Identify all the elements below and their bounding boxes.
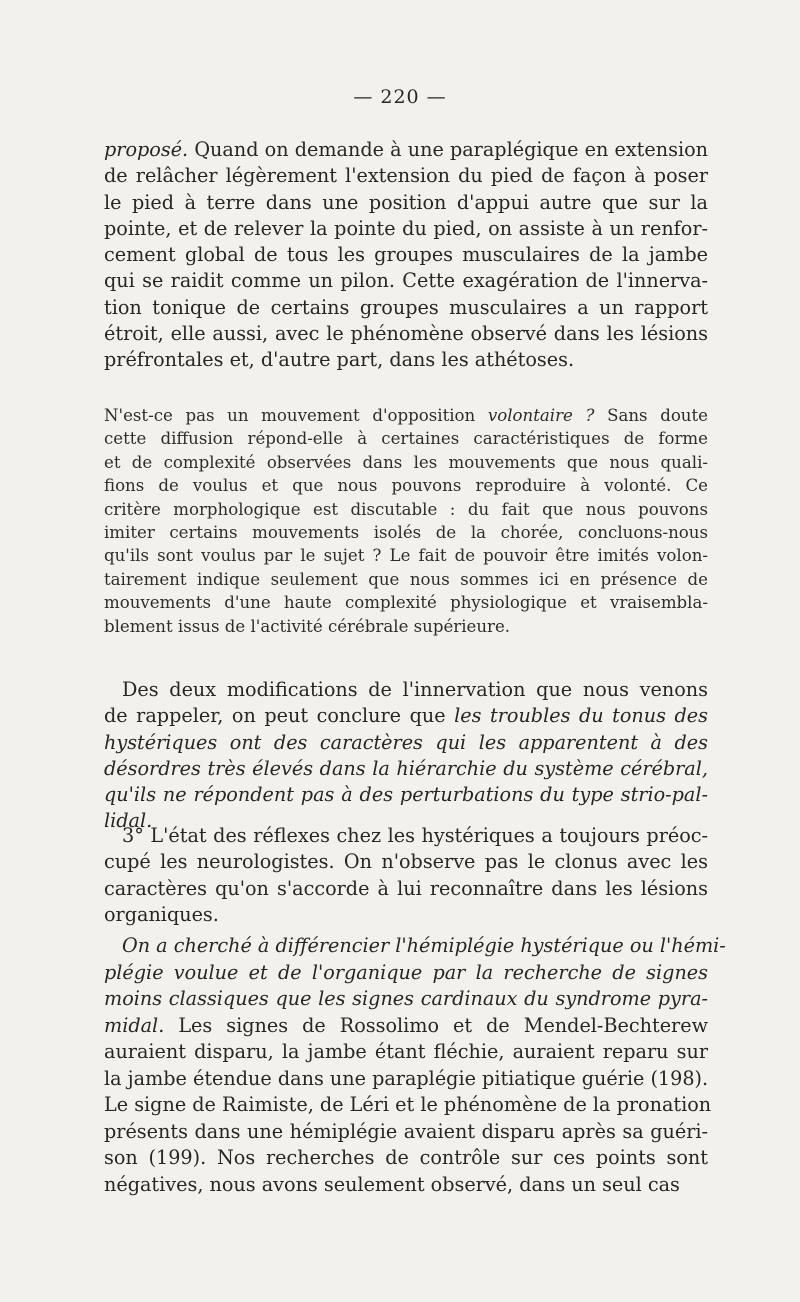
text-segment: imiter certains mouvements isolés de la chorée, concluons-nous bbox=[104, 523, 708, 543]
text-line bbox=[104, 615, 708, 638]
text-line bbox=[104, 1092, 712, 1119]
text-line bbox=[104, 1145, 708, 1172]
text-line bbox=[104, 1119, 708, 1146]
text-line bbox=[104, 321, 708, 347]
text-segment: 3° L'état des réflexes chez les hystériques a toujours préoc- bbox=[122, 824, 708, 847]
text-line bbox=[104, 591, 708, 614]
text-line bbox=[104, 498, 708, 521]
text-line bbox=[104, 933, 726, 960]
text-segment: caractères qu'on s'accorde à lui reconnaître dans les lésions bbox=[104, 876, 708, 900]
text-segment: et de complexité observées dans les mouvements que nous quali- bbox=[104, 452, 708, 472]
page-number: — 220 — bbox=[353, 86, 447, 108]
text-line bbox=[104, 730, 708, 756]
text-line bbox=[104, 876, 708, 902]
text-line bbox=[104, 823, 708, 849]
text-segment: la jambe étendue dans une paraplégie pitiatique guérie (198). bbox=[104, 1066, 709, 1090]
paragraph-1 bbox=[104, 137, 708, 374]
text-segment: auraient disparu, la jambe étant fléchie, auraient reparu sur bbox=[104, 1040, 708, 1063]
text-segment: négatives, nous avons seulement observé, dans un seul cas bbox=[104, 1172, 680, 1196]
text-line bbox=[104, 677, 708, 703]
text-segment: tairement indique seulement que nous sommes ici en présence de bbox=[104, 569, 708, 589]
text-segment: Quand on demande à une paraplégique en extension bbox=[188, 138, 708, 161]
text-segment: fions de voulus et que nous pouvons reproduire à volonté. Ce bbox=[104, 476, 708, 496]
text-line bbox=[104, 451, 708, 474]
text-line bbox=[104, 474, 708, 497]
text-line bbox=[104, 960, 708, 987]
text-line bbox=[104, 347, 708, 373]
italic-segment: plégie voulue et de l'organique par la recherche de signes bbox=[104, 960, 708, 984]
text-line bbox=[104, 137, 708, 163]
text-line bbox=[104, 703, 708, 729]
italic-segment: On a cherché à différencier l'hémiplégie hystérique ou l'hémi- bbox=[122, 934, 726, 957]
text-segment: Le signe de Raimiste, de Léri et le phénomène de la pronation bbox=[104, 1093, 712, 1116]
paragraph-5 bbox=[104, 933, 726, 1198]
italic-segment: midal. bbox=[104, 1013, 165, 1037]
text-segment: N'est-ce pas un mouvement d'opposition bbox=[104, 406, 488, 425]
text-segment: le pied à terre dans une position d'appui autre que sur la bbox=[104, 190, 708, 214]
italic-segment: proposé. bbox=[104, 138, 189, 161]
text-segment: de relâcher légèrement l'extension du pied de façon à poser bbox=[104, 164, 708, 188]
text-segment: cement global de tous les groupes musculaires de la jambe bbox=[104, 243, 708, 267]
text-line bbox=[104, 1039, 708, 1066]
text-segment: cupé les neurologistes. On n'observe pas le clonus avec les bbox=[104, 850, 708, 874]
text-line bbox=[104, 1066, 708, 1093]
text-line bbox=[104, 568, 708, 591]
text-segment: pointe, et de relever la pointe du pied, on assiste à un renfor- bbox=[104, 216, 708, 240]
text-segment: mouvements d'une haute complexité physiologique et vraisembla- bbox=[104, 593, 708, 613]
text-segment: son (199). Nos recherches de contrôle sur ces points sont bbox=[104, 1146, 708, 1169]
text-line bbox=[104, 782, 708, 808]
text-line bbox=[104, 849, 708, 875]
paragraph-2 bbox=[104, 404, 708, 638]
text-line bbox=[104, 295, 708, 321]
text-line bbox=[104, 544, 708, 567]
text-line bbox=[104, 986, 708, 1013]
text-line bbox=[104, 163, 708, 189]
text-line bbox=[104, 1013, 708, 1040]
text-line bbox=[104, 756, 708, 782]
text-line bbox=[104, 1172, 708, 1199]
text-segment: Sans doute bbox=[594, 406, 708, 425]
italic-segment: lidal. bbox=[104, 809, 153, 833]
paragraph-3 bbox=[104, 677, 708, 835]
text-segment: qui se raidit comme un pilon. Cette exagération de l'innerva- bbox=[104, 269, 708, 293]
text-line bbox=[104, 427, 708, 450]
text-segment: présents dans une hémiplégie avaient disparu après sa guéri- bbox=[104, 1119, 708, 1143]
text-line bbox=[104, 242, 708, 268]
text-line bbox=[104, 216, 708, 242]
text-segment: préfrontales et, d'autre part, dans les athétoses. bbox=[104, 348, 575, 372]
text-segment: Des deux modifications de l'innervation que nous venons bbox=[122, 678, 708, 701]
text-segment: organiques. bbox=[104, 902, 219, 926]
italic-segment: hystériques ont des caractères qui les apparentent à des bbox=[104, 730, 708, 754]
text-segment: blement issus de l'activité cérébrale supérieure. bbox=[104, 616, 511, 636]
italic-segment: qu'ils ne répondent pas à des perturbations du type strio-pal- bbox=[104, 783, 708, 807]
text-line bbox=[104, 404, 708, 427]
text-line bbox=[104, 268, 708, 294]
text-line bbox=[104, 190, 708, 216]
text-segment: tion tonique de certains groupes musculaires a un rapport bbox=[104, 295, 708, 319]
italic-segment: moins classiques que les signes cardinaux du syndrome pyra- bbox=[104, 987, 708, 1010]
italic-segment: volontaire ? bbox=[487, 406, 595, 425]
text-segment: Les signes de Rossolimo et de Mendel-Bechterew bbox=[164, 1013, 708, 1037]
text-line bbox=[104, 521, 708, 544]
text-segment: critère morphologique est discutable : du fait que nous pouvons bbox=[104, 499, 708, 519]
text-segment: de rappeler, on peut conclure que bbox=[104, 704, 455, 728]
text-segment: étroit, elle aussi, avec le phénomène observé dans les lésions bbox=[104, 322, 708, 346]
paragraph-4 bbox=[104, 823, 708, 928]
text-line bbox=[104, 902, 708, 928]
italic-segment: désordres très élevés dans la hiérarchie du système cérébral, bbox=[104, 756, 708, 780]
italic-segment: les troubles du tonus des bbox=[454, 704, 708, 728]
text-segment: cette diffusion répond-elle à certaines caractéristiques de forme bbox=[104, 429, 708, 449]
text-segment: qu'ils sont voulus par le sujet ? Le fait de pouvoir être imités volon- bbox=[104, 546, 708, 566]
